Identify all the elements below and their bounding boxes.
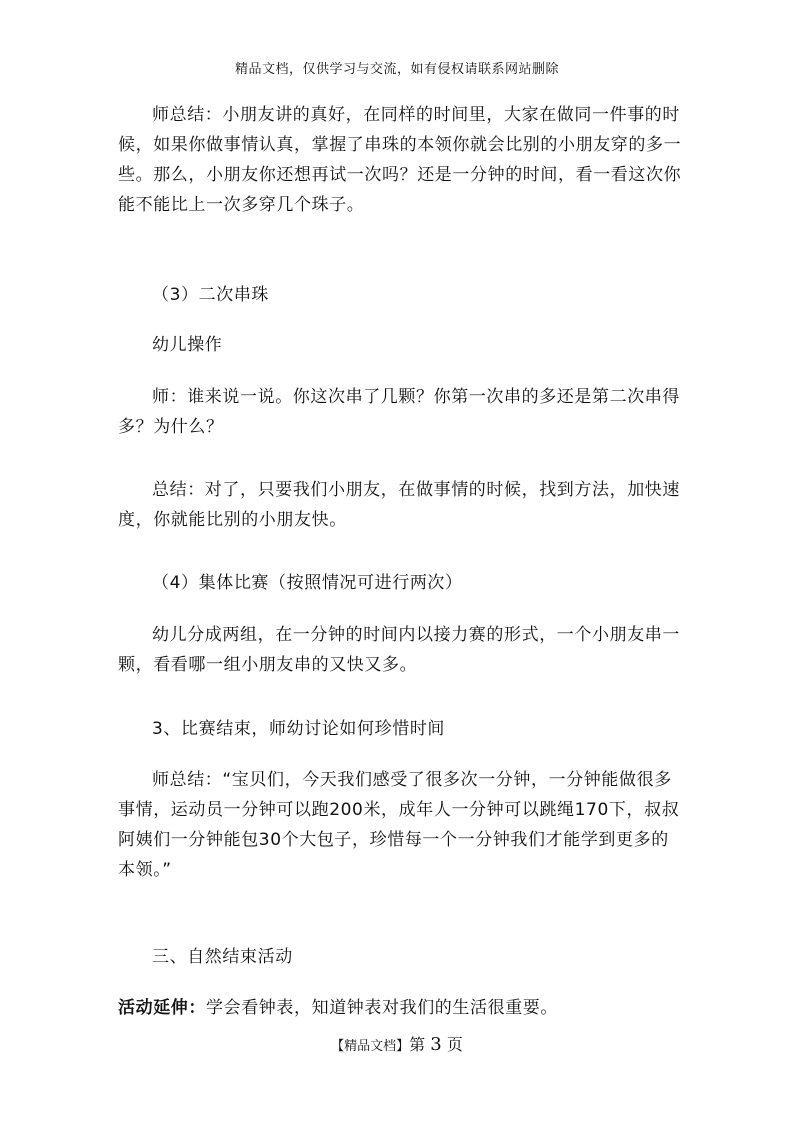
paragraph-second-beading: （3）二次串珠 (152, 285, 270, 305)
paragraph-natural-end: 三、自然结束活动 (152, 947, 293, 967)
page-prefix: 第 (409, 1035, 426, 1054)
paragraph-child-operation: 幼儿操作 (152, 335, 223, 355)
page-number: 3 (430, 1034, 442, 1055)
paragraph-activity-extension (118, 993, 684, 1023)
footer-label: 【精品文档】 (331, 1039, 410, 1054)
activity-extension-label: 活动延伸： (118, 998, 206, 1018)
paragraph-teacher-summary: 师总结：小朋友讲的真好，在同样的时间里，大家在做同一件事的时候，如果你做事情认真，掌握了串珠的本领你就会比别的小朋友穿的多一些。那么，小朋友你还想再试一次吗？还是一分钟的时间，看一看这次你能不能比上一次多穿几个珠子。 (118, 105, 682, 215)
page-suffix: 页 (446, 1035, 463, 1054)
paragraph-competition-end: 3、比赛结束，师幼讨论如何珍惜时间 (152, 719, 446, 739)
paragraph-summary: 总结：对了，只要我们小朋友，在做事情的时候，找到方法，加快速度，你就能比别的小朋友快。 (118, 480, 680, 530)
paragraph-group-competition: （4）集体比赛（按照情况可进行两次） (152, 573, 463, 593)
footer (0, 1032, 794, 1055)
header-note: 精品文档，仅供学习与交流，如有侵权请联系网站删除 (234, 62, 559, 77)
paragraph-relay: 幼儿分成两组，在一分钟的时间内以接力赛的形式，一个小朋友串一颗，看看哪一组小朋友串的又快又多。 (118, 625, 680, 675)
paragraph-teacher-final-summary: 师总结：“宝贝们，今天我们感受了很多次一分钟，一分钟能做很多事情，运动员一分钟可以跑200米，成年人一分钟可以跳绳170下，叔叔阿姨们一分钟能包30个大包子，珍惜每一个一分钟我们才能学到更多的本领。” (118, 770, 680, 880)
paragraph-teacher-question: 师：谁来说一说。你这次串了几颗？你第一次串的多还是第二次串得多？为什么？ (118, 387, 680, 437)
activity-extension-text: 学会看钟表，知道钟表对我们的生活很重要。 (206, 998, 558, 1018)
